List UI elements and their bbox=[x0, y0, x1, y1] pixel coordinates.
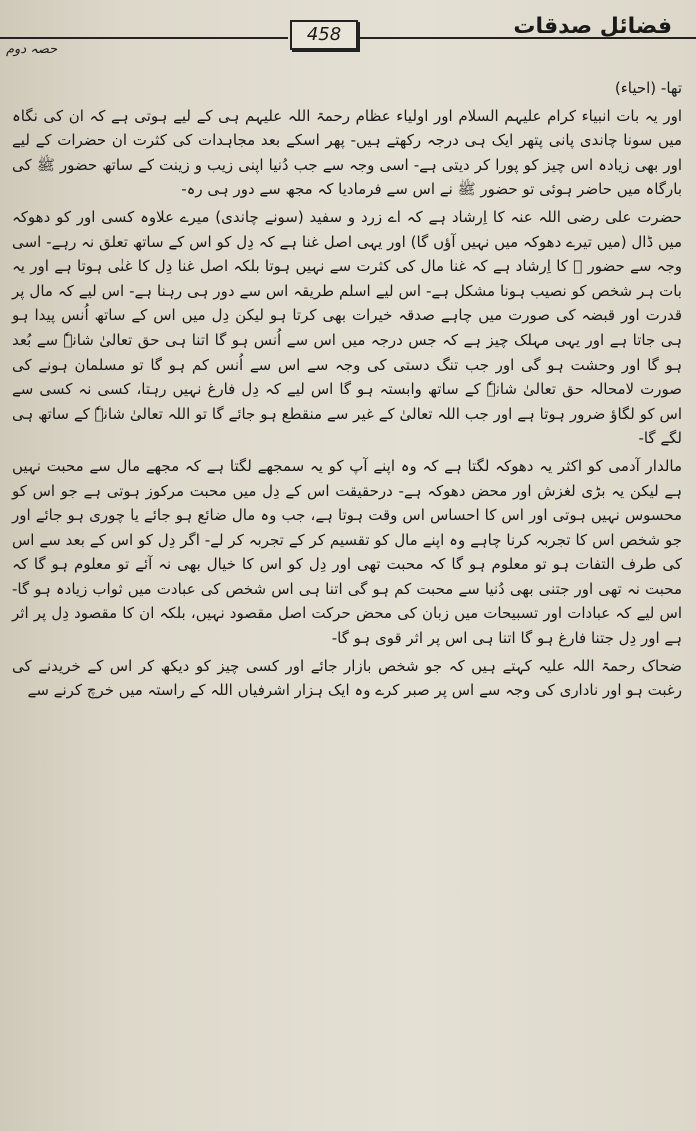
page-number: 458 bbox=[290, 20, 358, 50]
header-rule-right bbox=[360, 37, 696, 39]
paragraph-source-note: تھا- (احیاء) bbox=[614, 79, 682, 97]
volume-label: حصہ دوم bbox=[6, 42, 58, 57]
paragraph: ضحاک رحمۃ اللہ علیہ کہتے ہیں کہ جو شخص بازار جائے اور کسی چیز کو دیکھ کر اس کے خریدنے کی رغبت ہو اور ناداری کی وجہ سے اس پر صبر کرے وہ ایک ہزار اشرفیاں اللہ کے راستہ میں خرچ کرنے سے bbox=[12, 656, 682, 700]
header-rule-left bbox=[0, 37, 288, 39]
book-title: فضائل صدقات bbox=[513, 14, 672, 39]
paragraph: اور یہ بات انبیاء کرام علیہم السلام اور اولیاء عظام رحمۃ اللہ علیہم ہی کے لیے ہوتی ہے کہ ان کی نگاہ میں سونا چاندی پانی پتھر ایک ہی درجہ رکھتے ہیں- پھر اسکے بعد مجاہدات کی کثرت ان حضرات کے لیے اور بھی زیادہ اس چیز کو پورا کر دیتی ہے- اسی وجہ سے جب دُنیا اپنی زیب و زینت کے ساتھ حضور ﷺ کی بارگاہ میں حاضر ہوئی تو حضور ﷺ نے اس سے فرمادیا کہ مجھ سے دور ہی رہ- bbox=[12, 106, 682, 199]
body-text bbox=[12, 68, 682, 706]
paragraph: مالدار آدمی کو اکثر یہ دھوکہ لگتا ہے کہ وہ اپنے آپ کو یہ سمجھے لگتا ہے کہ مجھے مال سے محبت نہیں ہے لیکن یہ بڑی لغزش اور محض دھوکہ ہے- درحقیقت اس کے دِل میں محبت مرکوز ہوتی ہے جو اس کو محسوس نہیں ہوتی اور اس کا احساس اس وقت ہوتا ہے، جب وہ مال ضائع ہو جائے یا چوری ہو جائے اور جو شخص اس کا تجربہ کرنا چاہے وہ اپنے مال کو تقسیم کر کے تجربہ کر لے- اگر دِل کو اس کے بعد سے اس کی طرف التفات ہو تو معلوم ہو گا کہ محبت تھی اور دِل کو اس کا خیال بھی نہ آئے تو معلوم ہو گا کہ محبت نہ تھی اور جتنی بھی دُنیا سے محبت کم ہو گی اتنا ہی اس شخص کی عبادت میں ثواب زیادہ ہو گا- اس لیے کہ عبادات اور تسبیحات میں زبان کی محض حرکت اصل مقصود نہیں، بلکہ ان کا مقصود دِل پر اثر ہے اور دِل جتنا فارغ ہو گا اتنا ہی اس پر اثر قوی ہو گا- bbox=[12, 456, 682, 648]
paragraph: حضرت علی رضی اللہ عنہ کا اِرشاد ہے کہ اے زرد و سفید (سونے چاندی) میرے علاوہ کسی اور کو دھوکہ میں ڈال (میں تیرے دھوکہ میں نہیں آؤں گا) اور یہی اصل غنا ہے کہ دِل کو اس کے ساتھ تعلق نہ رہے- اسی وجہ سے حضور ﷺ کا اِرشاد ہے کہ غنا مال کی کثرت سے نہیں ہوتا بلکہ اصل غنا دِل کا غنٰی ہوتا ہے اور یہ بات ہر شخص کو نصیب ہونا مشکل ہے- اس لیے اسلم طریقہ اس سے دور ہی رہنا ہے- اس لیے کہ مال پر قدرت اور قبضہ کی صورت میں چاہے صدقہ خیرات بھی کرتا ہو لیکن دِل میں اس کے ساتھ اُنس پیدا ہو ہی جاتا ہے اور یہی مہلک چیز ہے کہ جس درجہ میں اس سے اُنس ہو گا اتنا ہی حق تعالیٰ شانہٗ سے بُعد ہو گا اور وحشت ہو گی اور جب تنگ دستی کی وجہ سے اس سے اُنس کم ہو گا تو مسلمان ہونے کی صورت لامحالہ حق تعالیٰ شانہٗ کے ساتھ وابستہ ہو گا اس لیے کہ دِل فارغ نہیں رہتا، کسی نہ کسی سے اس کو لگاؤ ضرور ہوتا ہے اور جب اللہ تعالیٰ کے غیر سے منقطع ہو جائے گا تو اللہ تعالیٰ شانہٗ کے ساتھ ہی لگے گا- bbox=[12, 207, 682, 448]
